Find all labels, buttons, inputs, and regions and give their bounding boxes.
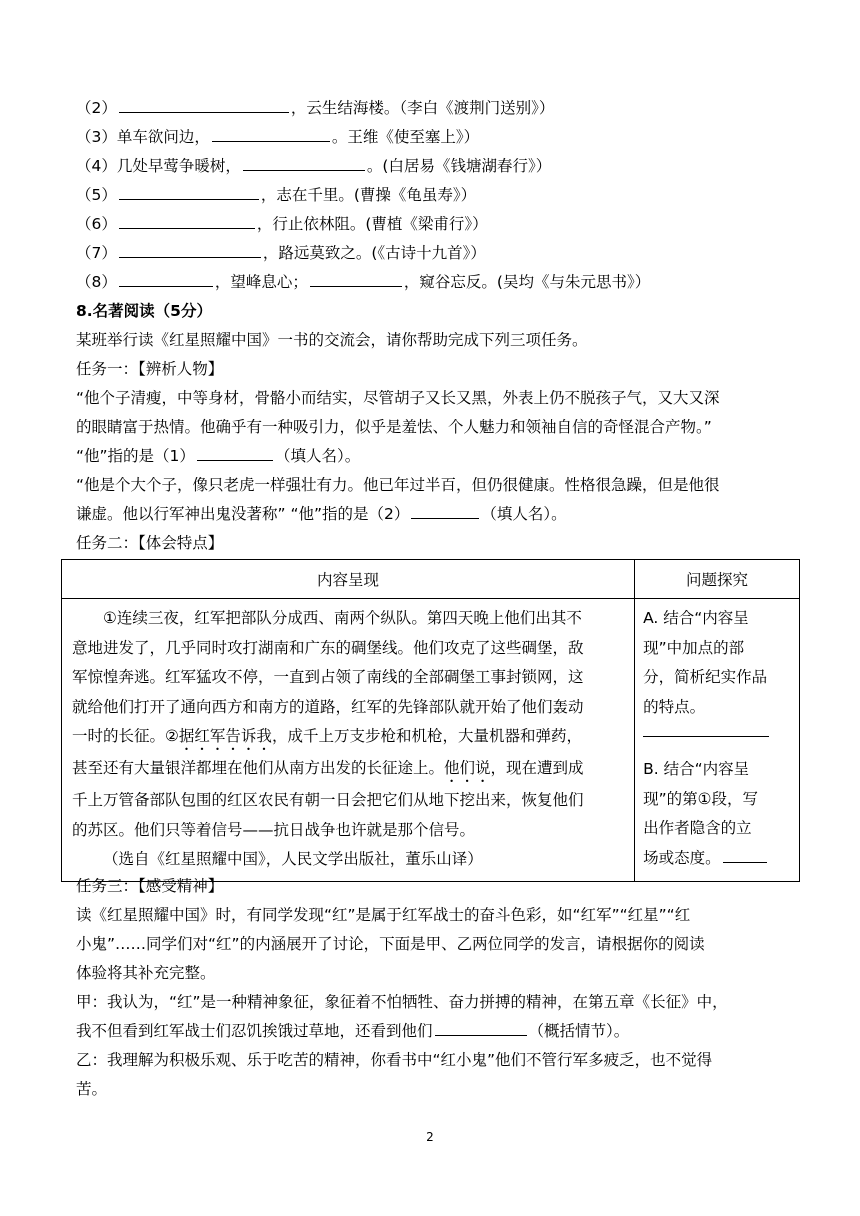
- answer-blank[interactable]: [310, 272, 402, 287]
- answer-blank[interactable]: [119, 272, 213, 287]
- task3-jia-question: [76, 1021, 629, 1041]
- task3-text-line: 小鬼”……同学们对“红”的内涵展开了讨论，下面是甲、乙两位同学的发言，请根据你的阅读: [76, 935, 705, 953]
- question-a-line: 的特点。: [643, 697, 706, 716]
- task1-title: 任务一：【辨析人物】: [76, 360, 224, 378]
- question-a-line: 现”中加点的部: [643, 638, 745, 657]
- question-b-line: 出作者隐含的立: [643, 819, 752, 837]
- answer-blank[interactable]: [411, 504, 479, 519]
- question-text: （填人名）。: [481, 505, 567, 523]
- content-line: 意地进发了，几乎同时攻打湖南和广东的碉堡线。他们攻克了这些碉堡，敌: [72, 638, 584, 657]
- poem-text: 几处早莺争暖树，: [116, 157, 241, 175]
- content-text: 甚至还有大量银洋都埋在他们从南方出发的长征途上。: [72, 759, 445, 777]
- task1-question-1: [76, 446, 360, 466]
- poem-line-2: [76, 98, 554, 118]
- poem-line-4: [76, 156, 551, 176]
- poem-line-6: [76, 214, 488, 234]
- page-number: 2: [426, 1130, 434, 1144]
- content-text: ，成千上万支步枪和机枪，大量机器和弹药，: [271, 727, 582, 745]
- poem-line-5: [76, 185, 476, 205]
- answer-blank[interactable]: [197, 446, 273, 461]
- content-line: ①连续三夜，红军把部队分成西、南两个纵队。第四天晚上他们出其不: [103, 609, 582, 627]
- section-title: 8.名著阅读（5分）: [76, 302, 212, 320]
- emphasized-text: 他们说: [444, 759, 491, 777]
- content-text: 一时的长征。: [72, 727, 166, 745]
- answer-blank[interactable]: [119, 98, 289, 113]
- task3-yi-line: 乙：我理解为积极乐观、乐于吃苦的精神，你看书中“红小鬼”他们不管行军多疲乏，也不觉得: [76, 1051, 713, 1069]
- answer-blank[interactable]: [119, 243, 261, 258]
- task3-text-line: 体验将其补充完整。: [76, 964, 216, 982]
- poem-text: ，志在千里。(曹操《龟虽寿》）: [260, 186, 477, 204]
- task3-jia-line: 甲：我认为，“红”是一种精神象征，象征着不怕牺牲、奋力拼搏的精神，在第五章《长征》中，: [76, 993, 728, 1011]
- poem-line-8: [76, 272, 650, 292]
- question-text: 谦虚。他以行军神出鬼没著称” “他”指的是（2）: [76, 505, 410, 523]
- poem-text: 。王维《使至塞上》）: [331, 128, 480, 146]
- poem-text: ，云生结海楼。（李白《渡荆门送别》）: [290, 99, 555, 117]
- answer-blank[interactable]: [119, 214, 255, 229]
- question-text: （填人名）。: [274, 447, 361, 465]
- task1-question-2: [76, 504, 567, 524]
- content-line: [72, 722, 626, 754]
- poem-text: ，路远莫致之。(《古诗十九首》）: [262, 244, 486, 262]
- question-a-line: A. 结合“内容呈: [643, 609, 749, 627]
- task1-quote-line: “他是个大个子，像只老虎一样强壮有力。他已年过半百，但仍很健康。性格很急躁，但是他很: [76, 476, 720, 494]
- content-line: 千上万管备部队包围的红区农民有朝一日会把它们从地下挖出来，恢复他们: [72, 791, 584, 809]
- poem-text: 。(白居易《钱塘湖春行》）: [366, 157, 552, 175]
- content-line: [72, 754, 626, 786]
- question-text: 场或态度。: [643, 848, 721, 867]
- task1-quote-line: “他个子清瘦，中等身材，骨骼小而结实，尽管胡子又长又黑，外表上仍不脱孩子气，又大又深: [76, 389, 720, 407]
- poem-text: ，望峰息心；: [214, 273, 308, 291]
- content-line: 军惊惶奔逃。红军猛攻不停，一直到占领了南线的全部碉堡工事封锁网，这: [72, 668, 584, 686]
- table-header-question: 问题探究: [635, 560, 800, 599]
- item-number: （7）: [76, 244, 117, 262]
- task3-title: 任务三：【感受精神】: [76, 877, 224, 895]
- content-line: 的苏区。他们只等着信号——抗日战争也许就是那个信号。: [72, 820, 476, 839]
- task3-yi-line: 苦。: [76, 1080, 108, 1098]
- question-text: 我不但看到红军战士们忍饥挨饿过草地，还看到他们: [76, 1022, 433, 1040]
- item-number: （4）: [76, 157, 117, 175]
- item-number: （8）: [76, 273, 117, 291]
- content-line: 就给他们打开了通向西方和南方的道路，红军的先锋部队就开始了他们轰动: [72, 697, 584, 716]
- content-cell: [62, 599, 635, 882]
- answer-blank[interactable]: [212, 127, 330, 142]
- content-text: ，现在遭到成: [490, 759, 584, 777]
- question-b-line: B. 结合“内容呈: [643, 760, 750, 778]
- emphasized-text: 据红军告诉我: [178, 727, 272, 745]
- section-intro: 某班举行读《红星照耀中国》一书的交流会，请你帮助完成下列三项任务。: [76, 331, 588, 349]
- question-a-line: 分，简析纪实作品: [643, 668, 768, 686]
- poem-text: ，行止依林阻。(曹植《梁甫行》）: [256, 215, 488, 233]
- answer-blank[interactable]: [723, 848, 767, 863]
- item-number: （6）: [76, 215, 117, 233]
- poem-text: 单车欲问边，: [116, 128, 210, 146]
- poem-line-3: [76, 127, 479, 147]
- question-b-line: [643, 844, 793, 874]
- question-cell: [635, 599, 800, 882]
- item-number: （2）: [76, 99, 117, 117]
- answer-blank[interactable]: [435, 1021, 527, 1036]
- table-header-content: 内容呈现: [62, 560, 635, 599]
- question-b-line: 现”的第①段，写: [643, 789, 759, 808]
- item-number: （3）: [76, 128, 117, 146]
- question-text: “他”指的是（1）: [76, 447, 195, 465]
- task1-quote-line: 的眼睛富于热情。他确乎有一种吸引力，似乎是羞怯、个人魅力和领袖自信的奇怪混合产物。”: [76, 418, 712, 436]
- content-text: ②: [165, 727, 179, 745]
- item-number: （5）: [76, 186, 117, 204]
- answer-blank[interactable]: [119, 185, 259, 200]
- poem-line-7: [76, 243, 486, 263]
- content-source: （选自《红星照耀中国》，人民文学出版社，董乐山译）: [103, 850, 483, 868]
- task3-text-line: 读《红星照耀中国》时，有同学发现“红”是属于红军战士的奋斗色彩，如“红军”“红星”“红: [76, 906, 691, 924]
- question-text: （概括情节）。: [528, 1022, 630, 1040]
- answer-blank[interactable]: [243, 156, 365, 171]
- answer-blank[interactable]: [643, 726, 769, 737]
- task2-title: 任务二：【体会特点】: [76, 534, 224, 552]
- poem-text: ，窥谷忘反。(吴均《与朱元思书》）: [403, 273, 651, 291]
- task2-table: [61, 559, 800, 882]
